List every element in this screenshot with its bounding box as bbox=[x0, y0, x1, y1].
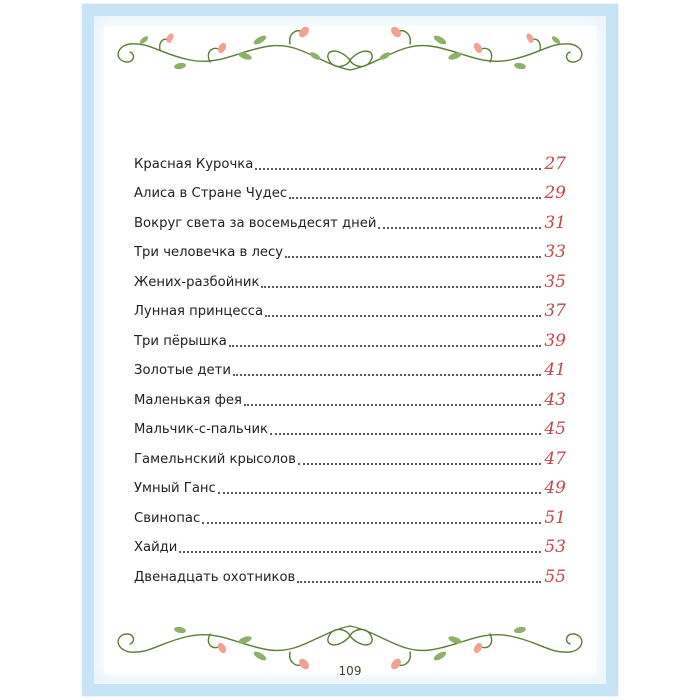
toc-dot-leader bbox=[202, 522, 541, 524]
toc-entry[interactable] bbox=[134, 410, 566, 440]
toc-entry[interactable] bbox=[134, 321, 566, 351]
toc-entry-title: Лунная принцесса bbox=[134, 304, 264, 319]
toc-dot-leader bbox=[298, 463, 541, 465]
toc-dot-leader bbox=[270, 433, 541, 435]
toc-entry[interactable] bbox=[134, 351, 566, 381]
toc-dot-leader bbox=[285, 256, 541, 258]
toc-entry-title: Мальчик-с-пальчик bbox=[134, 422, 268, 437]
toc-entry-title: Жених-разбойник bbox=[134, 274, 260, 290]
toc-entry[interactable] bbox=[134, 262, 566, 292]
toc-entry-page-number: 55 bbox=[544, 566, 566, 587]
toc-entry-page-number: 47 bbox=[544, 448, 566, 469]
toc-entry[interactable] bbox=[134, 174, 566, 204]
toc-dot-leader bbox=[297, 581, 541, 583]
toc-entry-page-number: 37 bbox=[544, 301, 566, 321]
toc-entry-title: Три человечка в лесу bbox=[134, 245, 284, 260]
toc-entry-page-number: 53 bbox=[544, 537, 566, 557]
toc-entry-page-number: 51 bbox=[544, 507, 566, 528]
toc-entry-title: Двенадцать охотников bbox=[134, 569, 296, 585]
toc-entry[interactable] bbox=[134, 233, 566, 263]
toc-entry-title: Умный Ганс bbox=[134, 481, 216, 496]
toc-entry[interactable] bbox=[134, 498, 566, 528]
toc-dot-leader bbox=[289, 197, 541, 199]
toc-entry-title: Маленькая фея bbox=[134, 392, 242, 408]
toc-entry[interactable] bbox=[134, 557, 566, 587]
toc-dot-leader bbox=[233, 374, 541, 376]
toc-entry[interactable] bbox=[134, 469, 566, 499]
toc-entry-title: Свинопас bbox=[134, 510, 201, 526]
toc-entry[interactable] bbox=[134, 528, 566, 558]
toc-entry[interactable] bbox=[134, 292, 566, 322]
book-page bbox=[82, 4, 618, 696]
toc-entry-title: Золотые дети bbox=[134, 363, 231, 378]
toc-entry-title: Гамельнский крысолов bbox=[134, 451, 296, 467]
toc-dot-leader bbox=[244, 404, 541, 406]
toc-entry-page-number: 39 bbox=[544, 330, 566, 351]
page-number: 109 bbox=[338, 664, 362, 678]
top-vine-ornament bbox=[100, 20, 600, 80]
toc-entry-page-number: 45 bbox=[544, 419, 566, 439]
toc-entry-page-number: 31 bbox=[544, 212, 566, 233]
toc-entry[interactable] bbox=[134, 380, 566, 410]
toc-entry-page-number: 49 bbox=[544, 478, 566, 498]
toc-dot-leader bbox=[378, 227, 541, 229]
toc-dot-leader bbox=[179, 551, 541, 553]
toc-entry-page-number: 33 bbox=[544, 242, 566, 262]
toc-entry[interactable] bbox=[134, 203, 566, 233]
toc-entry-title: Три пёрышка bbox=[134, 333, 227, 349]
toc-dot-leader bbox=[265, 315, 541, 317]
toc-entry[interactable] bbox=[134, 144, 566, 174]
toc-entry-page-number: 41 bbox=[544, 360, 566, 380]
toc-dot-leader bbox=[229, 345, 542, 347]
toc-dot-leader bbox=[261, 286, 541, 288]
table-of-contents bbox=[134, 144, 566, 587]
toc-entry-title: Алиса в Стране Чудес bbox=[134, 186, 288, 201]
toc-entry-page-number: 27 bbox=[544, 153, 566, 174]
toc-entry-page-number: 35 bbox=[544, 271, 566, 292]
toc-dot-leader bbox=[218, 492, 542, 494]
toc-entry-page-number: 29 bbox=[544, 183, 566, 203]
toc-entry-title: Вокруг света за восемьдесят дней bbox=[134, 215, 377, 231]
toc-entry-title: Красная Курочка bbox=[134, 156, 254, 172]
toc-entry[interactable] bbox=[134, 439, 566, 469]
toc-entry-page-number: 43 bbox=[544, 389, 566, 410]
toc-dot-leader bbox=[255, 168, 541, 170]
toc-entry-title: Хайди bbox=[134, 540, 178, 555]
